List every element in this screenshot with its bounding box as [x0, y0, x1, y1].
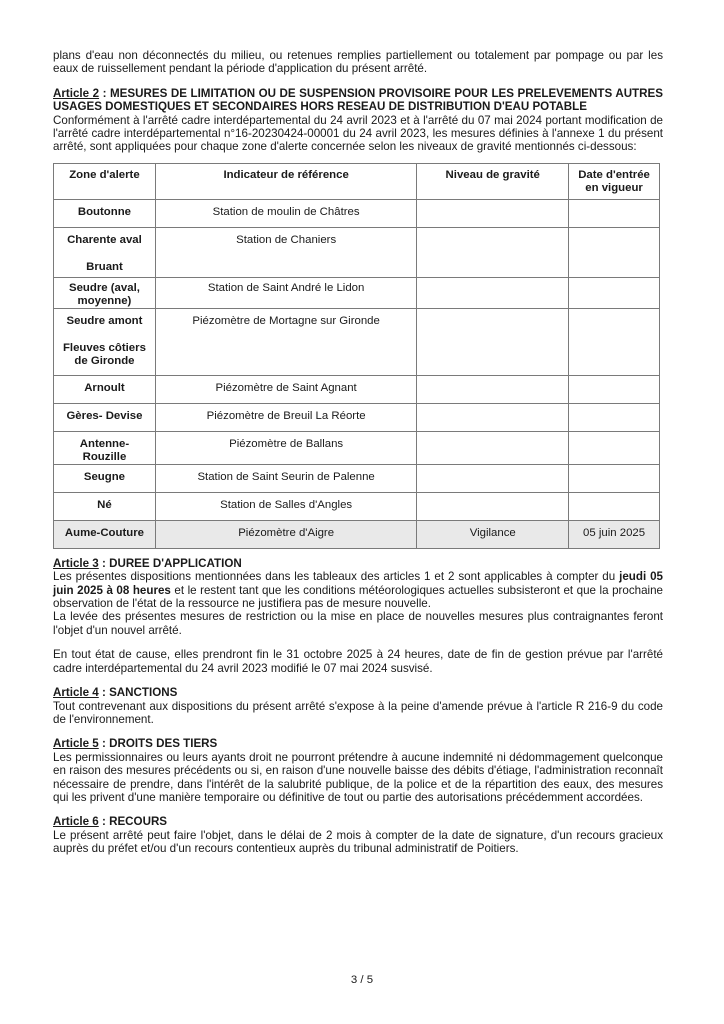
table-header-row: [54, 163, 660, 199]
article-3-paragraph-3: En tout état de cause, elles prendront fin le 31 octobre 2025 à 24 heures, date de fin de gestion prévue par l'arrêté cadre interdépartemental du 24 avril 2023 modifié le 07 mai 2024 susvisé.: [53, 648, 663, 675]
table-row: [54, 375, 660, 403]
level-cell: [417, 199, 569, 227]
table-row: [54, 464, 660, 492]
zone-name: Seudre amont: [66, 314, 143, 327]
date-cell: [569, 492, 660, 520]
article-5-number: Article 5: [53, 737, 99, 751]
level-cell: [417, 403, 569, 431]
article-3-paragraph-2: La levée des présentes mesures de restriction ou la mise en place de nouvelles mesures plus contraignantes feront l'objet d'un nouvel arrêté.: [53, 610, 663, 637]
header-date: Date d'entrée en vigueur: [569, 163, 660, 199]
zone-cell: [54, 227, 156, 277]
header-zone: Zone d'alerte: [54, 163, 156, 199]
article-6-heading: [53, 815, 663, 828]
article-2-title: : MESURES DE LIMITATION OU DE SUSPENSION PROVISOIRE POUR LES PRELEVEMENTS AUTRES USAGES DOMESTIQUES ET SECONDAIRES HORS RESEAU DE DISTRIBUTION D'EAU POTABLE: [53, 86, 663, 114]
zone-cell: Antenne-Rouzille: [54, 431, 156, 464]
level-cell: [417, 277, 569, 308]
date-cell: [569, 375, 660, 403]
level-cell: [417, 375, 569, 403]
article-5-title: : DROITS DES TIERS: [98, 737, 218, 751]
article-6-number: Article 6: [53, 815, 99, 829]
indicator-cell: Station de Salles d'Angles: [155, 492, 416, 520]
level-cell: [417, 227, 569, 277]
indicator-cell: Station de Saint André le Lidon: [155, 277, 416, 308]
date-cell: 05 juin 2025: [569, 520, 660, 548]
indicator-cell: Piézomètre de Mortagne sur Gironde: [155, 308, 416, 375]
date-cell: [569, 277, 660, 308]
zone-cell: Seudre (aval, moyenne): [54, 277, 156, 308]
zone-name: Charente aval: [67, 233, 142, 246]
article-3-paragraph-1: [53, 570, 663, 610]
indicator-cell: Piézomètre d'Aigre: [155, 520, 416, 548]
table-row: [54, 227, 660, 277]
header-indicator: Indicateur de référence: [155, 163, 416, 199]
level-cell: [417, 431, 569, 464]
zone-cell: Boutonne: [54, 199, 156, 227]
table-row: [54, 308, 660, 375]
table-row: [54, 520, 660, 548]
article-2-number: Article 2: [53, 86, 100, 100]
date-cell: [569, 403, 660, 431]
article-6-title: : RECOURS: [98, 815, 168, 829]
date-cell: [569, 308, 660, 375]
level-cell: [417, 464, 569, 492]
zone-cell: [54, 308, 156, 375]
table-row: [54, 403, 660, 431]
date-cell: [569, 199, 660, 227]
alert-zones-table: [53, 163, 660, 549]
table-row: [54, 277, 660, 308]
article-2-heading: [53, 87, 663, 114]
table-row: [54, 431, 660, 464]
document-page: [53, 49, 663, 856]
article-4-body: Tout contrevenant aux dispositions du présent arrêté s'expose à la peine d'amende prévue à l'article R 216-9 du code de l'environnement.: [53, 699, 663, 726]
article-3-start-date: jeudi 05 juin 2025 à 08 heures: [53, 570, 663, 597]
indicator-cell: Station de moulin de Châtres: [155, 199, 416, 227]
article-4-heading: [53, 686, 663, 699]
indicator-cell: Piézomètre de Breuil La Réorte: [155, 403, 416, 431]
intro-paragraph: plans d'eau non déconnectés du milieu, ou retenues remplies partiellement ou totalement par pompage ou par les eaux de ruissellement pendant la période d'application du présent arrêté.: [53, 49, 663, 76]
article-2-body: Conformément à l'arrêté cadre interdépartemental du 24 avril 2023 et à l'arrêté du 07 mai 2024 portant modification de l'arrêté cadre interdépartemental n°16-20230424-00001 du 24 avril 2023, les mesures définies à l'annexe 1 du présent arrêté, sont appliquées pour chaque zone d'alerte concernée selon les niveaux de gravité mentionnés ci-dessous:: [53, 113, 663, 154]
zone-cell: Arnoult: [54, 375, 156, 403]
indicator-cell: Piézomètre de Saint Agnant: [155, 375, 416, 403]
article-5-body: Les permissionnaires ou leurs ayants droit ne pourront prétendre à aucune indemnité ni dédommagement quelconque en raison des mesures précédents ou si, en raison d'une nouvelle baisse des débits d'étiage, l'administration reconnaît nécessaire de prendre, dans l'intérêt de la salubrité publique, de la police et de la répartition des eaux, des mesures qui les privent d'une manière temporaire ou définitive de tout ou partie des autorisations précédemment accordées.: [53, 750, 663, 804]
zone-cell: Né: [54, 492, 156, 520]
zone-name-secondary: Bruant: [86, 260, 123, 273]
article-3-title: : DUREE D'APPLICATION: [98, 556, 242, 570]
article-6-body: Le présent arrêté peut faire l'objet, dans le délai de 2 mois à compter de la date de signature, d'un recours gracieux auprès du préfet et/ou d'un recours contentieux auprès du tribunal administratif de Poitiers.: [53, 828, 663, 856]
article-3-heading: [53, 557, 663, 570]
zone-cell: Aume-Couture: [54, 520, 156, 548]
indicator-cell: Station de Chaniers: [155, 227, 416, 277]
level-cell: Vigilance: [417, 520, 569, 548]
table-row: [54, 199, 660, 227]
article-4-number: Article 4: [53, 686, 99, 700]
page-number: 3 / 5: [350, 974, 374, 986]
article-3-text: Les présentes dispositions mentionnées dans les tableaux des articles 1 et 2 sont applicables à compter du: [53, 570, 620, 584]
zone-name-secondary: Fleuves côtiers de Gironde: [62, 341, 146, 367]
article-3-number: Article 3: [53, 556, 99, 570]
zone-cell: Seugne: [54, 464, 156, 492]
header-level: Niveau de gravité: [417, 163, 569, 199]
date-cell: [569, 464, 660, 492]
date-cell: [569, 227, 660, 277]
table-row: [54, 492, 660, 520]
level-cell: [417, 492, 569, 520]
indicator-cell: Station de Saint Seurin de Palenne: [155, 464, 416, 492]
article-5-heading: [53, 737, 663, 750]
date-cell: [569, 431, 660, 464]
indicator-cell: Piézomètre de Ballans: [155, 431, 416, 464]
article-4-title: : SANCTIONS: [98, 686, 178, 700]
level-cell: [417, 308, 569, 375]
article-3-text: et le restent tant que les conditions météorologiques actuelles subsisteront et que la prochaine observation de l'état de la ressource ne justifiera pas de mesure nouvelle.: [53, 583, 663, 611]
zone-cell: Gères- Devise: [54, 403, 156, 431]
